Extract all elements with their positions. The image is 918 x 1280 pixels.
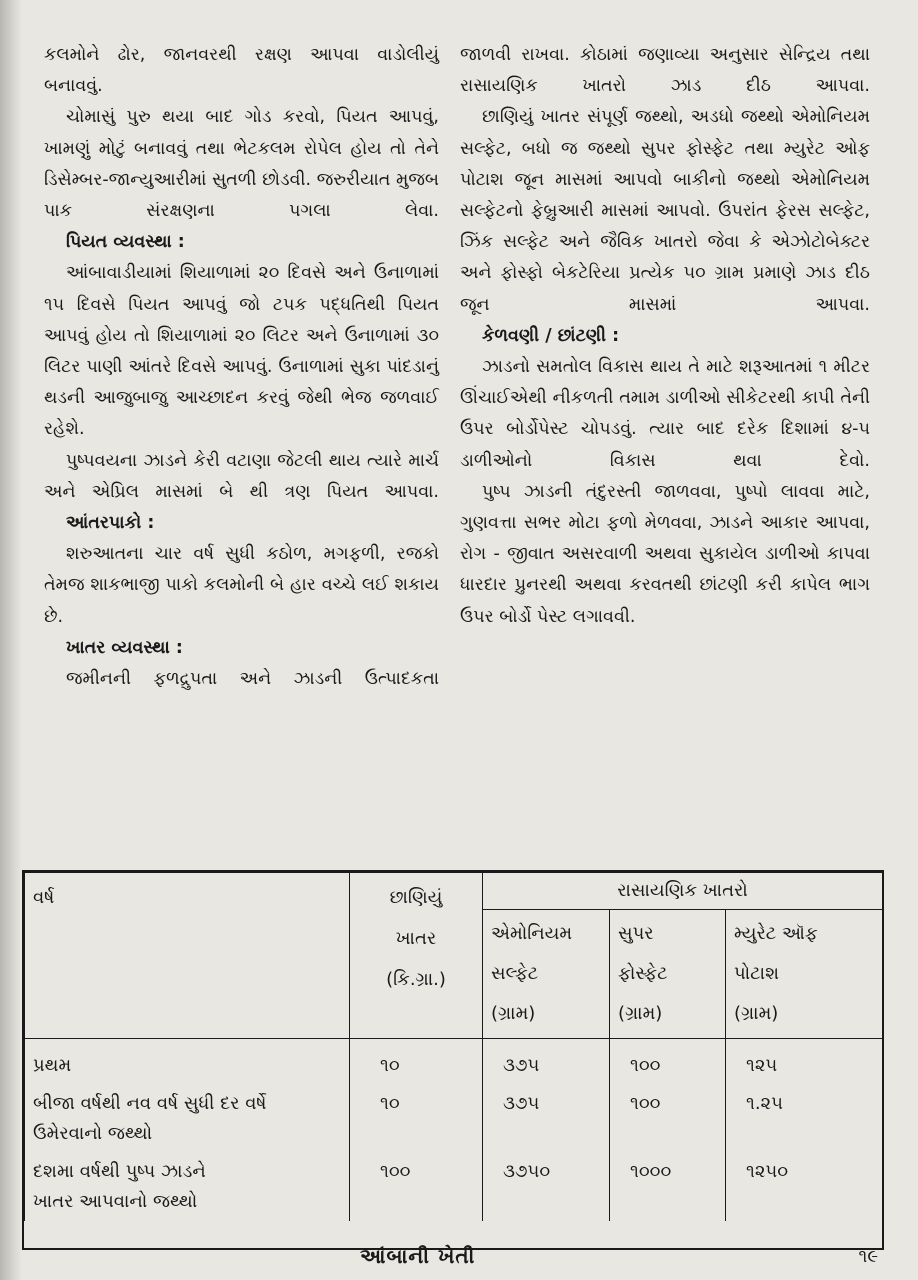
section-heading-intercrops: આંતરપાકો : [66, 513, 155, 534]
left-text-column [44, 40, 439, 695]
page-number: ૧૯ [858, 1246, 878, 1267]
paragraph: જાળવી રાખવા. કોઠામાં જણાવ્યા અનુસાર સેન્દ્રિય તથા રાસાયણિક ખાતરો ઝાડ દીઠ આપવા. [460, 45, 870, 97]
paragraph: જમીનની ફળદ્રુપતા અને ઝાડની ઉત્પાદકતા [66, 669, 439, 690]
header-muriate: મ્યુરેટ ઑફ પોટાશ (ગ્રામ) [726, 910, 883, 1039]
header-ammonium: એમોનિયમ સલ્ફેટ (ગ્રામ) [483, 910, 610, 1039]
section-heading-irrigation: પિયત વ્યવસ્થા : [66, 232, 185, 253]
paragraph: ચોમાસું પુરુ થયા બાદ ગોડ કરવો, પિયત આપવું, ખામણું મોટું બનાવવું તથા ભેટકલમ રોપેલ હોય તો તેને ડિસેમ્બર-જાન્યુઆરીમાં સુતળી છોડવી. જરુરીયાત મુજબ પાક સંરક્ષણના પગલા લેવા. [44, 107, 439, 222]
page-footer [0, 1244, 918, 1278]
right-text-column [460, 40, 870, 633]
paragraph: પુષ્પ ઝાડની તંદુરસ્તી જાળવવા, પુષ્પો લાવવા માટે, ગુણવત્તા સભર મોટા ફળો મેળવવા, ઝાડને આકાર આપવા, રોગ - જીવાત અસરવાળી અથવા સુકાયેલ ડાળીઓ કાપવા ધારદાર પ્રુનરથી અથવા કરવતથી છાંટણી કરી કાપેલ ભાગ ઉપર બોર્ડો પેસ્ટ લગાવવી. [460, 481, 870, 627]
header-manure: છાણિયું ખાતર (કિ.ગ્રા.) [350, 873, 483, 1039]
header-year: વર્ષ [25, 873, 350, 1039]
paragraph: શરુઆતના ચાર વર્ષ સુધી કઠોળ, મગફળી, રજકો તેમજ શાકભાજી પાકો કલમોની બે હાર વચ્ચે લઈ શકાય છે. [44, 544, 439, 627]
section-heading-fertilizer: ખાતર વ્યવસ્થા : [66, 637, 183, 658]
paragraph: આંબાવાડીયામાં શિયાળામાં ૨૦ દિવસે અને ઉનાળામાં ૧૫ દિવસે પિયત આપવું જો ટપક પદ્ધતિથી પિયત આપવું હોય તો શિયાળામાં ૨૦ લિટર અને ઉનાળામાં ૩૦ લિટર પાણી આંતરે દિવસે આપવું. ઉનાળામાં સુકા પાંદડાનું થડની આજુબાજુ આચ્છાદન કરવું જેથી ભેજ જળવાઈ રહેશે. [44, 263, 439, 440]
book-title: આંબાની ખેતી [360, 1244, 476, 1268]
paragraph: પુષ્પવયના ઝાડને કેરી વટાણા જેટલી થાય ત્યારે માર્ચ અને એપ્રિલ માસમાં બે થી ત્રણ પિયત આપવા. [44, 450, 439, 502]
table-row: દશમા વર્ષથી પુષ્પ ઝાડને ખાતર આપવાનો જથ્થો ૧૦૦ ૩૭૫૦ ૧૦૦૦ ૧૨૫૦ [25, 1153, 883, 1221]
section-heading-pruning: કેળવણી / છાંટણી : [482, 325, 620, 346]
paragraph: ઝાડનો સમતોલ વિકાસ થાય તે માટે શરૂઆતમાં ૧ મીટર ઊંચાઈએથી નીકળતી તમામ ડાળીઓ સીકેટરથી કાપી તેની ઉપર બોર્ડોપેસ્ટ ચોપડવું. ત્યાર બાદ દરેક દિશામાં ૪-૫ ડાળીઓનો વિકાસ થવા દેવો. [460, 357, 870, 471]
page-gutter-shadow [0, 0, 22, 1280]
paragraph: છાણિયું ખાતર સંપૂર્ણ જથ્થો, અડધો જથ્થો એમોનિયમ સલ્ફેટ, બધો જ જથ્થો સુપર ફોસ્ફેટ તથા મ્યુરેટ ઓફ પોટાશ જૂન માસમાં આપવો બાકીનો જથ્થો એમોનિયમ સલ્ફેટનો ફેબ્રુઆરી માસમાં આપવો. ઉપરાંત ફેરસ સલ્ફેટ, ઝિંક સલ્ફેટ અને જૈવિક ખાતરો જેવા કે એઝોટોબેક્ટર અને ફોસ્ફો બેકટેરિયા પ્રત્યેક ૫૦ ગ્રામ પ્રમાણે ઝાડ દીઠ જૂન માસમાં આપવા. [460, 107, 870, 315]
table-row: બીજા વર્ષથી નવ વર્ષ સુધી દર વર્ષે ઉમેરવાનો જથ્થો ૧૦ ૩૭૫ ૧૦૦ ૧.૨૫ [25, 1085, 883, 1153]
table-row: પ્રથમ ૧૦ ૩૭૫ ૧૦૦ ૧૨૫ [25, 1039, 883, 1086]
header-chemical-group: રાસાયણિક ખાતરો [483, 873, 883, 910]
header-super: સુપર ફોસ્ફેટ (ગ્રામ) [610, 910, 726, 1039]
fertilizer-table [22, 870, 884, 1250]
paragraph: કલમોને ઢોર, જાનવરથી રક્ષણ આપવા વાડોલીયું બનાવવું. [44, 45, 439, 97]
